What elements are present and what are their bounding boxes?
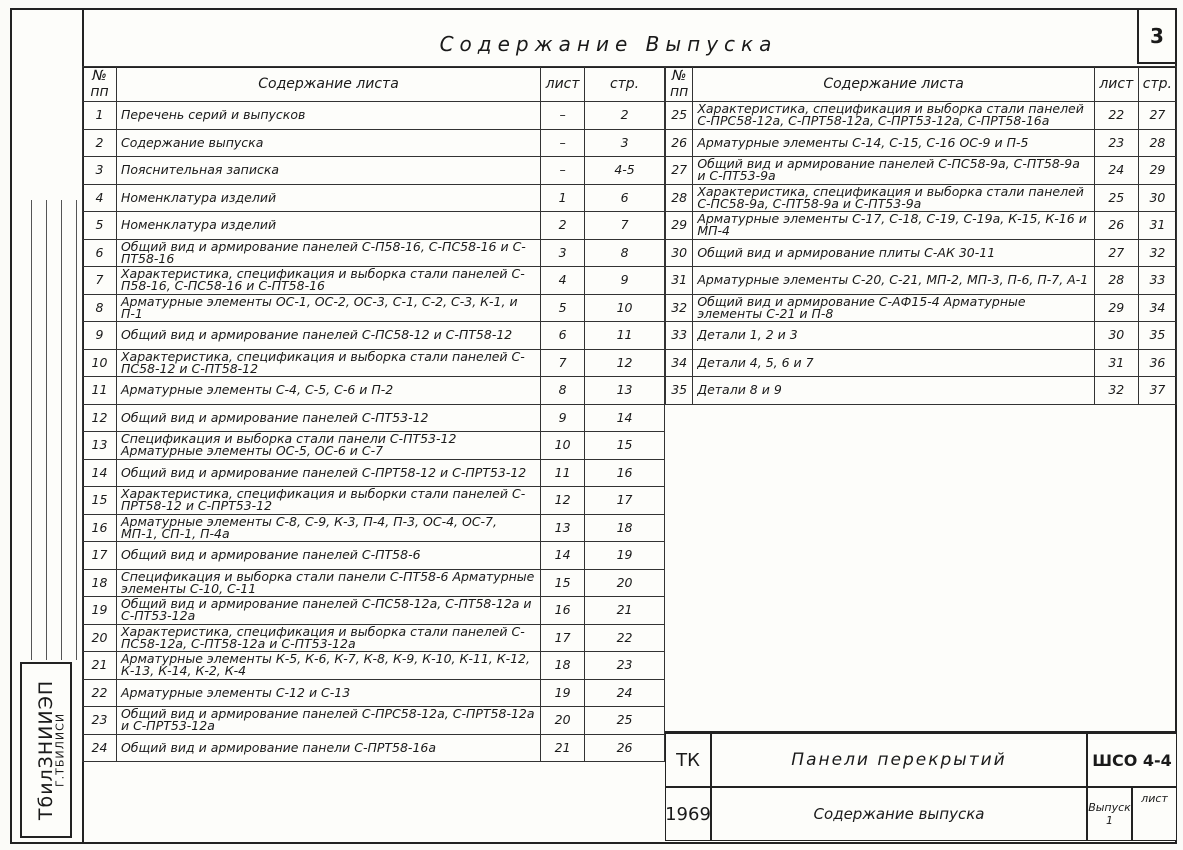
row-content: Арматурные элементы С-17, С-18, С-19, С-19а, К-15, К-16 и МП-4 [693,212,1095,240]
toc-row [83,404,665,432]
row-page: 12 [585,349,665,377]
toc-row [666,102,1177,130]
row-number: 2 [83,129,117,157]
toc-row [83,679,665,707]
row-number: 17 [83,542,117,570]
stamp-issue [1087,787,1132,841]
row-content: Арматурные элементы С-12 и С-13 [116,679,540,707]
header-num: № пп [83,67,117,102]
row-content: Характеристика, спецификация и выборки стали панелей С-ПРТ58-12 и С-ПРТ53-12 [116,487,540,515]
row-sheet: 20 [541,707,585,735]
row-page: 34 [1138,294,1176,322]
toc-row [83,267,665,295]
row-sheet: 30 [1094,322,1138,350]
row-content: Арматурные элементы К-5, К-6, К-7, К-8, К-9, К-10, К-11, К-12, К-13, К-14, К-2, К-4 [116,652,540,680]
row-sheet: 25 [1094,184,1138,212]
row-page: 21 [585,597,665,625]
row-number: 16 [83,514,117,542]
row-sheet: 16 [541,597,585,625]
logo-main: ТбилЗНИИЭП [35,679,57,821]
toc-row [83,102,665,130]
toc-row [83,652,665,680]
row-number: 9 [83,322,117,350]
stamp-issue-label: Выпуск [1088,801,1131,814]
row-page: 9 [585,267,665,295]
toc-row [83,734,665,762]
row-content: Характеристика, спецификация и выборка стали панелей С-П58-16, С-ПС58-16 и С-ПТ58-16 [116,267,540,295]
row-sheet: 12 [541,487,585,515]
row-page: 27 [1138,102,1176,130]
row-sheet: – [541,157,585,185]
row-sheet: 9 [541,404,585,432]
row-page: 2 [585,102,665,130]
row-content: Общий вид и армирование панелей С-ПРС58-12а, С-ПРТ58-12а и С-ПРТ53-12а [116,707,540,735]
row-content: Общий вид и армирование панелей С-ПС58-9а, С-ПТ58-9а и С-ПТ53-9а [693,157,1095,185]
row-number: 34 [666,349,693,377]
toc-row [666,212,1177,240]
toc-row [83,349,665,377]
row-content: Арматурные элементы ОС-1, ОС-2, ОС-3, С-1, С-2, С-3, К-1, и П-1 [116,294,540,322]
row-number: 33 [666,322,693,350]
row-page: 23 [585,652,665,680]
row-number: 12 [83,404,117,432]
organization-logo [20,662,72,838]
row-number: 22 [83,679,117,707]
row-sheet: 27 [1094,239,1138,267]
toc-row [83,322,665,350]
row-content: Детали 4, 5, 6 и 7 [693,349,1095,377]
row-content: Характеристика, спецификация и выборка стали панелей С-ПС58-9а, С-ПТ58-9а и С-ПТ53-9а [693,184,1095,212]
row-number: 24 [83,734,117,762]
toc-table-right [665,66,1177,405]
row-sheet: 26 [1094,212,1138,240]
row-content: Содержание выпуска [116,129,540,157]
row-page: 20 [585,569,665,597]
toc-row [666,129,1177,157]
row-page: 24 [585,679,665,707]
toc-row [83,157,665,185]
stamp-title: Панели перекрытий [711,733,1087,787]
row-page: 19 [585,542,665,570]
row-sheet: 4 [541,267,585,295]
row-content: Пояснительная записка [116,157,540,185]
row-content: Общий вид и армирование панели С-ПРТ58-16а [116,734,540,762]
row-page: 28 [1138,129,1176,157]
toc-row [83,542,665,570]
row-page: 8 [585,239,665,267]
header-num: № пп [666,67,693,102]
toc-row [83,459,665,487]
toc-row [83,239,665,267]
row-sheet: – [541,129,585,157]
stamp-subtitle: Содержание выпуска [711,787,1087,841]
row-page: 18 [585,514,665,542]
row-number: 4 [83,184,117,212]
row-content: Общий вид и армирование панелей С-П58-16, С-ПС58-16 и С-ПТ58-16 [116,239,540,267]
row-sheet: 32 [1094,377,1138,405]
stamp-year: 1969 [665,787,711,841]
row-number: 19 [83,597,117,625]
header-page: стр. [585,67,665,102]
toc-row [83,377,665,405]
document-sheet [10,8,1177,844]
row-sheet: 13 [541,514,585,542]
row-content: Общий вид и армирование панелей С-ПРТ58-12 и С-ПРТ53-12 [116,459,540,487]
toc-row [666,184,1177,212]
row-sheet: 28 [1094,267,1138,295]
row-number: 1 [83,102,117,130]
row-page: 25 [585,707,665,735]
toc-row [666,294,1177,322]
left-margin-block [12,10,84,842]
row-page: 26 [585,734,665,762]
toc-table-left [82,66,665,762]
header-sheet: лист [1094,67,1138,102]
row-sheet: 15 [541,569,585,597]
row-sheet: 19 [541,679,585,707]
row-sheet: 10 [541,432,585,460]
stamp-issue-value: 1 [1106,814,1113,827]
row-content: Общий вид и армирование плиты С-АК 30-11 [693,239,1095,267]
row-page: 36 [1138,349,1176,377]
row-number: 26 [666,129,693,157]
row-page: 30 [1138,184,1176,212]
row-content: Общий вид и армирование панелей С-ПТ53-12 [116,404,540,432]
row-number: 25 [666,102,693,130]
row-page: 15 [585,432,665,460]
row-content: Перечень серий и выпусков [116,102,540,130]
row-sheet: 3 [541,239,585,267]
stamp-sheet-label: лист [1132,787,1177,841]
row-page: 7 [585,212,665,240]
title-block-stamp [665,731,1177,841]
row-number: 14 [83,459,117,487]
toc-row [83,487,665,515]
row-sheet: 31 [1094,349,1138,377]
page-title: Содержание Выпуска [439,32,778,56]
row-sheet: 7 [541,349,585,377]
toc-header-row [666,67,1177,102]
page-number: 3 [1137,10,1175,64]
row-content: Арматурные элементы С-14, С-15, С-16 ОС-9 и П-5 [693,129,1095,157]
row-page: 3 [585,129,665,157]
header-content: Содержание листа [693,67,1095,102]
header-sheet: лист [541,67,585,102]
row-page: 4-5 [585,157,665,185]
toc-row [666,267,1177,295]
toc-row [83,514,665,542]
header-content: Содержание листа [116,67,540,102]
row-content: Номенклатура изделий [116,184,540,212]
row-content: Характеристика, спецификация и выборка стали панелей С-ПС58-12 и С-ПТ58-12 [116,349,540,377]
row-content: Арматурные элементы С-8, С-9, К-3, П-4, П-3, ОС-4, ОС-7, МП-1, СП-1, П-4а [116,514,540,542]
stamp-code: ШСО 4-4 [1087,733,1177,787]
row-number: 31 [666,267,693,295]
row-number: 7 [83,267,117,295]
row-number: 11 [83,377,117,405]
row-page: 10 [585,294,665,322]
row-number: 20 [83,624,117,652]
toc-row [83,432,665,460]
toc-row [666,157,1177,185]
row-page: 16 [585,459,665,487]
row-page: 31 [1138,212,1176,240]
toc-row [666,377,1177,405]
toc-row [83,569,665,597]
row-content: Общий вид и армирование панелей С-ПС58-12 и С-ПТ58-12 [116,322,540,350]
row-content: Спецификация и выборка стали панели С-ПТ58-6 Арматурные элементы С-10, С-11 [116,569,540,597]
toc-header-row [83,67,665,102]
row-sheet: 21 [541,734,585,762]
row-page: 13 [585,377,665,405]
row-number: 13 [83,432,117,460]
row-content: Детали 1, 2 и 3 [693,322,1095,350]
row-number: 30 [666,239,693,267]
row-number: 27 [666,157,693,185]
row-content: Спецификация и выборка стали панели С-ПТ53-12 Арматурные элементы ОС-5, ОС-6 и С-7 [116,432,540,460]
row-sheet: 22 [1094,102,1138,130]
toc-row [666,322,1177,350]
row-number: 6 [83,239,117,267]
row-sheet: 23 [1094,129,1138,157]
toc-row [83,129,665,157]
row-sheet: 5 [541,294,585,322]
row-page: 11 [585,322,665,350]
toc-row [666,239,1177,267]
row-page: 14 [585,404,665,432]
toc-row [83,597,665,625]
toc-row [666,349,1177,377]
toc-row [83,184,665,212]
row-number: 10 [83,349,117,377]
row-content: Общий вид и армирование панелей С-ПТ58-6 [116,542,540,570]
toc-row [83,624,665,652]
row-page: 37 [1138,377,1176,405]
row-page: 6 [585,184,665,212]
row-number: 8 [83,294,117,322]
row-sheet: 11 [541,459,585,487]
row-number: 35 [666,377,693,405]
row-sheet: 1 [541,184,585,212]
row-page: 35 [1138,322,1176,350]
row-number: 3 [83,157,117,185]
row-number: 28 [666,184,693,212]
row-number: 18 [83,569,117,597]
row-page: 32 [1138,239,1176,267]
signature-grid [16,200,78,660]
title-bar [82,10,1175,68]
row-content: Общий вид и армирование С-АФ15-4 Арматурные элементы С-21 и П-8 [693,294,1095,322]
row-page: 17 [585,487,665,515]
row-page: 33 [1138,267,1176,295]
toc-row [83,212,665,240]
toc-row [83,294,665,322]
row-page: 22 [585,624,665,652]
row-sheet: 6 [541,322,585,350]
row-content: Арматурные элементы С-20, С-21, МП-2, МП-3, П-6, П-7, А-1 [693,267,1095,295]
row-content: Характеристика, спецификация и выборка стали панелей С-ПРС58-12а, С-ПРТ58-12а, С-ПРТ53-12а, С-ПРТ58-16а [693,102,1095,130]
toc-row [83,707,665,735]
row-sheet: 17 [541,624,585,652]
row-number: 32 [666,294,693,322]
row-sheet: 8 [541,377,585,405]
row-sheet: – [541,102,585,130]
row-content: Характеристика, спецификация и выборка стали панелей С-ПС58-12а, С-ПТ58-12а и С-ПТ53-12а [116,624,540,652]
stamp-org: ТК [665,733,711,787]
row-number: 15 [83,487,117,515]
row-content: Общий вид и армирование панелей С-ПС58-12а, С-ПТ58-12а и С-ПТ53-12а [116,597,540,625]
logo-sub: Г.ТБИЛИСИ [53,712,67,788]
row-sheet: 2 [541,212,585,240]
row-page: 29 [1138,157,1176,185]
header-page: стр. [1138,67,1176,102]
row-content: Детали 8 и 9 [693,377,1095,405]
row-number: 29 [666,212,693,240]
row-sheet: 24 [1094,157,1138,185]
row-number: 21 [83,652,117,680]
row-number: 23 [83,707,117,735]
row-sheet: 14 [541,542,585,570]
row-number: 5 [83,212,117,240]
row-sheet: 29 [1094,294,1138,322]
row-content: Номенклатура изделий [116,212,540,240]
row-sheet: 18 [541,652,585,680]
row-content: Арматурные элементы С-4, С-5, С-6 и П-2 [116,377,540,405]
